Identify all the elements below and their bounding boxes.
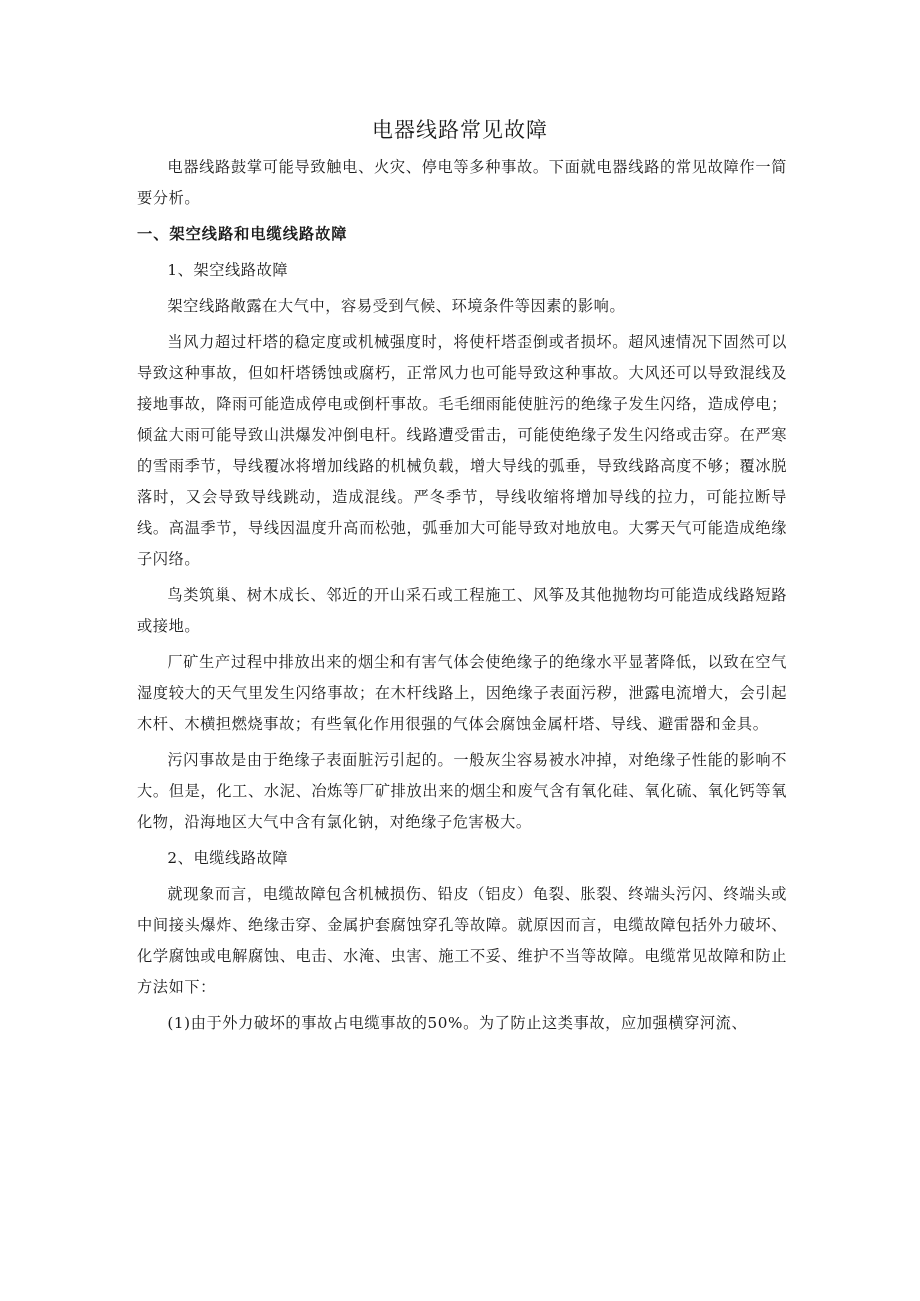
intro-paragraph: 电器线路鼓掌可能导致触电、火灾、停电等多种事故。下面就电器线路的常见故障作一简要分析。 — [137, 158, 787, 207]
paragraph: 厂矿生产过程中排放出来的烟尘和有害气体会使绝缘子的绝缘水平显著降低，以致在空气湿度较大的天气里发生闪络事故；在木杆线路上，因绝缘子表面污秽，泄露电流增大，会引起木杆、木横担燃烧事故；有些氧化作用很强的气体会腐蚀金属杆塔、导线、避雷器和金具。 — [137, 653, 787, 733]
page-title: 电器线路常见故障 — [372, 118, 548, 142]
paragraph: 就现象而言，电缆故障包含机械损伤、铅皮（铝皮）龟裂、胀裂、终端头污闪、终端头或中间接头爆炸、绝缘击穿、金属护套腐蚀穿孔等故障。就原因而言，电缆故障包括外力破坏、化学腐蚀或电解腐蚀、电击、水淹、虫害、施工不妥、维护不当等故障。电缆常见故障和防止方法如下： — [137, 885, 787, 996]
section-heading: 一、架空线路和电缆线路故障 — [137, 225, 348, 243]
paragraph: 鸟类筑巢、树木成长、邻近的开山采石或工程施工、风筝及其他抛物均可能造成线路短路或接地。 — [137, 586, 787, 635]
paragraph: 当风力超过杆塔的稳定度或机械强度时，将使杆塔歪倒或者损坏。超风速情况下固然可以导致这种事故，但如杆塔锈蚀或腐朽，正常风力也可能导致这种事故。大风还可以导致混线及接地事故，降雨可能造成停电或倒杆事故。毛毛细雨能使脏污的绝缘子发生闪络，造成停电；倾盆大雨可能导致山洪爆发冲倒电杆。线路遭受雷击，可能使绝缘子发生闪络或击穿。在严寒的雪雨季节，导线覆冰将增加线路的机械负载，增大导线的弧垂，导致线路高度不够；覆冰脱落时，又会导致导线跳动，造成混线。严冬季节，导线收缩将增加导线的拉力，可能拉断导线。高温季节，导线因温度升高而松弛，弧垂加大可能导致对地放电。大雾天气可能造成绝缘子闪络。 — [137, 333, 787, 568]
paragraph: 污闪事故是由于绝缘子表面脏污引起的。一般灰尘容易被水冲掉，对绝缘子性能的影响不大。但是，化工、水泥、冶炼等厂矿排放出来的烟尘和废气含有氧化硅、氧化硫、氧化钙等氧化物，沿海地区大气中含有氯化钠，对绝缘子危害极大。 — [137, 751, 787, 831]
document-body — [137, 152, 787, 1044]
subsection-heading: 1、架空线路故障 — [167, 261, 289, 279]
paragraph: (1)由于外力破坏的事故占电缆事故的50%。为了防止这类事故，应加强横穿河流、 — [167, 1014, 748, 1032]
paragraph: 架空线路敞露在大气中，容易受到气候、环境条件等因素的影响。 — [167, 297, 626, 315]
subsection-heading: 2、电缆线路故障 — [167, 849, 289, 867]
